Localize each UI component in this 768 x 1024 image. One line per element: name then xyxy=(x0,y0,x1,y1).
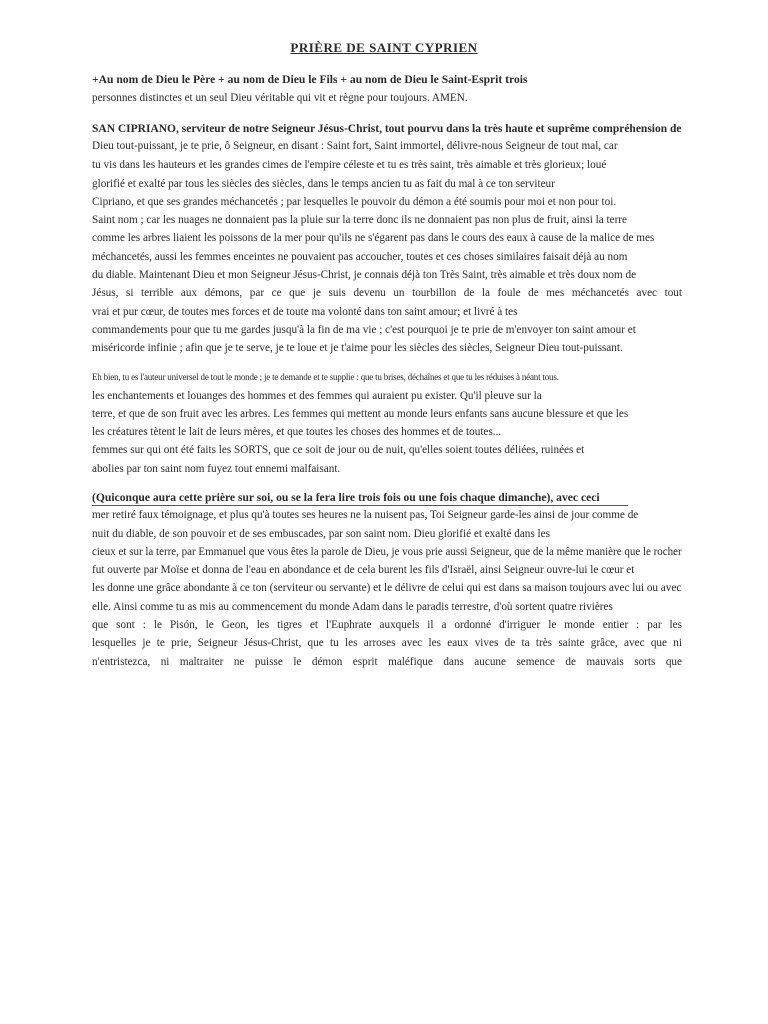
text-line: cieux et sur la terre, par Emmanuel que vous êtes la parole de Dieu, je vous prie aussi Seigneur, que de la même manière que le rocher xyxy=(92,546,682,558)
text-line: abolies par ton saint nom fuyez tout ennemi malfaisant. xyxy=(92,463,341,475)
text-line: que sont : le Pisón, le Geon, les tigres et l'Euphrate auxquels il a ordonné d'irriguer le monde entier : par les xyxy=(92,619,682,631)
text-line: Jésus, si terrible aux démons, par ce que je suis devenu un tourbillon de la foule de mes méchancetés avec tout xyxy=(92,287,682,299)
text-line: les créatures tètent le lait de leurs mères, et que toutes les choses des hommes et de toutes... xyxy=(92,426,502,438)
text-line: femmes sur qui ont été faits les SORTS, que ce soit de jour ou de nuit, qu'elles soient toutes déliées, ruinées et xyxy=(92,444,585,456)
text-line: mer retiré faux témoignage, et plus qu'à toutes ses heures ne la nuisent pas, Toi Seigneur garde-les ainsi de jour comme de xyxy=(92,509,639,521)
text-line: miséricorde infinie ; afin que je te serve, je te loue et je t'aime pour les siècles des siècles, Seigneur Dieu tout-puissant. xyxy=(92,342,623,354)
text-line: méchancetés, aussi les femmes enceintes ne pouvaient pas accoucher, toutes et ces choses similaires faisait déjà au nom xyxy=(92,251,628,263)
text-line: (Quiconque aura cette prière sur soi, ou se la fera lire trois fois ou une fois chaque dimanche), avec ceci xyxy=(92,490,628,506)
text-line: personnes distinctes et un seul Dieu véritable qui vit et règne pour toujours. AMEN. xyxy=(92,92,468,104)
text-line: vrai et pur cœur, de toutes mes forces et de toute ma volonté dans ton saint amour; et livré à tes xyxy=(92,306,518,318)
text-line: Dieu tout-puissant, je te prie, ô Seigneur, en disant : Saint fort, Saint immortel, délivre-nous Seigneur de tout mal, car xyxy=(92,140,618,152)
text-line: Cipriano, et que ses grandes méchancetés ; par lesquelles le pouvoir du démon a été soumis pour moi et non pour toi. xyxy=(92,196,617,208)
text-line: les enchantements et louanges des hommes et des femmes qui auraient pu exister. Qu'il pleuve sur la xyxy=(92,390,542,402)
text-line: elle. Ainsi comme tu as mis au commencement du monde Adam dans le paradis terrestre, d'où sortent quatre rivières xyxy=(92,601,613,613)
text-line: commandements pour que tu me gardes jusqu'à la fin de ma vie ; c'est pourquoi je te prie de m'envoyer ton saint amour et xyxy=(92,324,636,336)
text-line: les donne une grâce abondante à ce ton (serviteur ou servante) et le délivre de celui qui est dans sa maison toujours avec lui ou avec xyxy=(92,582,682,594)
text-line: du diable. Maintenant Dieu et mon Seigneur Jésus-Christ, je connais déjà ton Très Saint, très aimable et très doux nom de xyxy=(92,269,637,281)
text-line: tu vis dans les hauteurs et les grandes cimes de l'empire céleste et tu es très saint, très aimable et très glorieux; loué xyxy=(92,159,607,171)
text-line: comme les arbres liaient les poissons de la mer pour qu'ils ne s'égarent pas dans le cours des eaux à cause de la malice de mes xyxy=(92,232,655,244)
text-line: n'entristezca, ni maltraiter ne puisse le démon esprit maléfique dans aucune semence de mauvais sorts que xyxy=(92,656,682,668)
text-line: Eh bien, tu es l'auteur universel de tout le monde ; je te demande et te supplie : que tu brises, déchaînes et que tu les réduises à néant tous. xyxy=(92,372,559,382)
text-line: lesquelles je te prie, Seigneur Jésus-Christ, que tu les arroses avec les eaux vives de ta très sainte grâce, avec que ni xyxy=(92,637,682,649)
text-line: SAN CIPRIANO, serviteur de notre Seigneur Jésus-Christ, tout pourvu dans la très haute et suprême compréhension de xyxy=(92,122,682,135)
text-line: Saint nom ; car les nuages ne donnaient pas la pluie sur la terre donc ils ne donnaient pas non plus de fruit, ainsi la terre xyxy=(92,214,627,226)
text-line: nuit du diable, de son pouvoir et de ses embuscades, par son saint nom. Dieu glorifié et exalté dans les xyxy=(92,528,550,540)
text-line: fut ouverte par Moïse et donna de l'eau en abondance et de cela burent les fils d'Israël, ainsi Seigneur ouvre-lui le cœur et xyxy=(92,564,635,576)
text-line: terre, et que de son fruit avec les arbres. Les femmes qui mettent au monde leurs enfants sans aucune blessure et que les xyxy=(92,408,629,420)
document-title: PRIÈRE DE SAINT CYPRIEN xyxy=(290,40,478,55)
text-line: glorifié et exalté par tous les siècles des siècles, dans le temps ancien tu as fait du mal à ce ton serviteur xyxy=(92,178,555,190)
text-line: +Au nom de Dieu le Père + au nom de Dieu le Fils + au nom de Dieu le Saint-Esprit trois xyxy=(92,73,528,86)
